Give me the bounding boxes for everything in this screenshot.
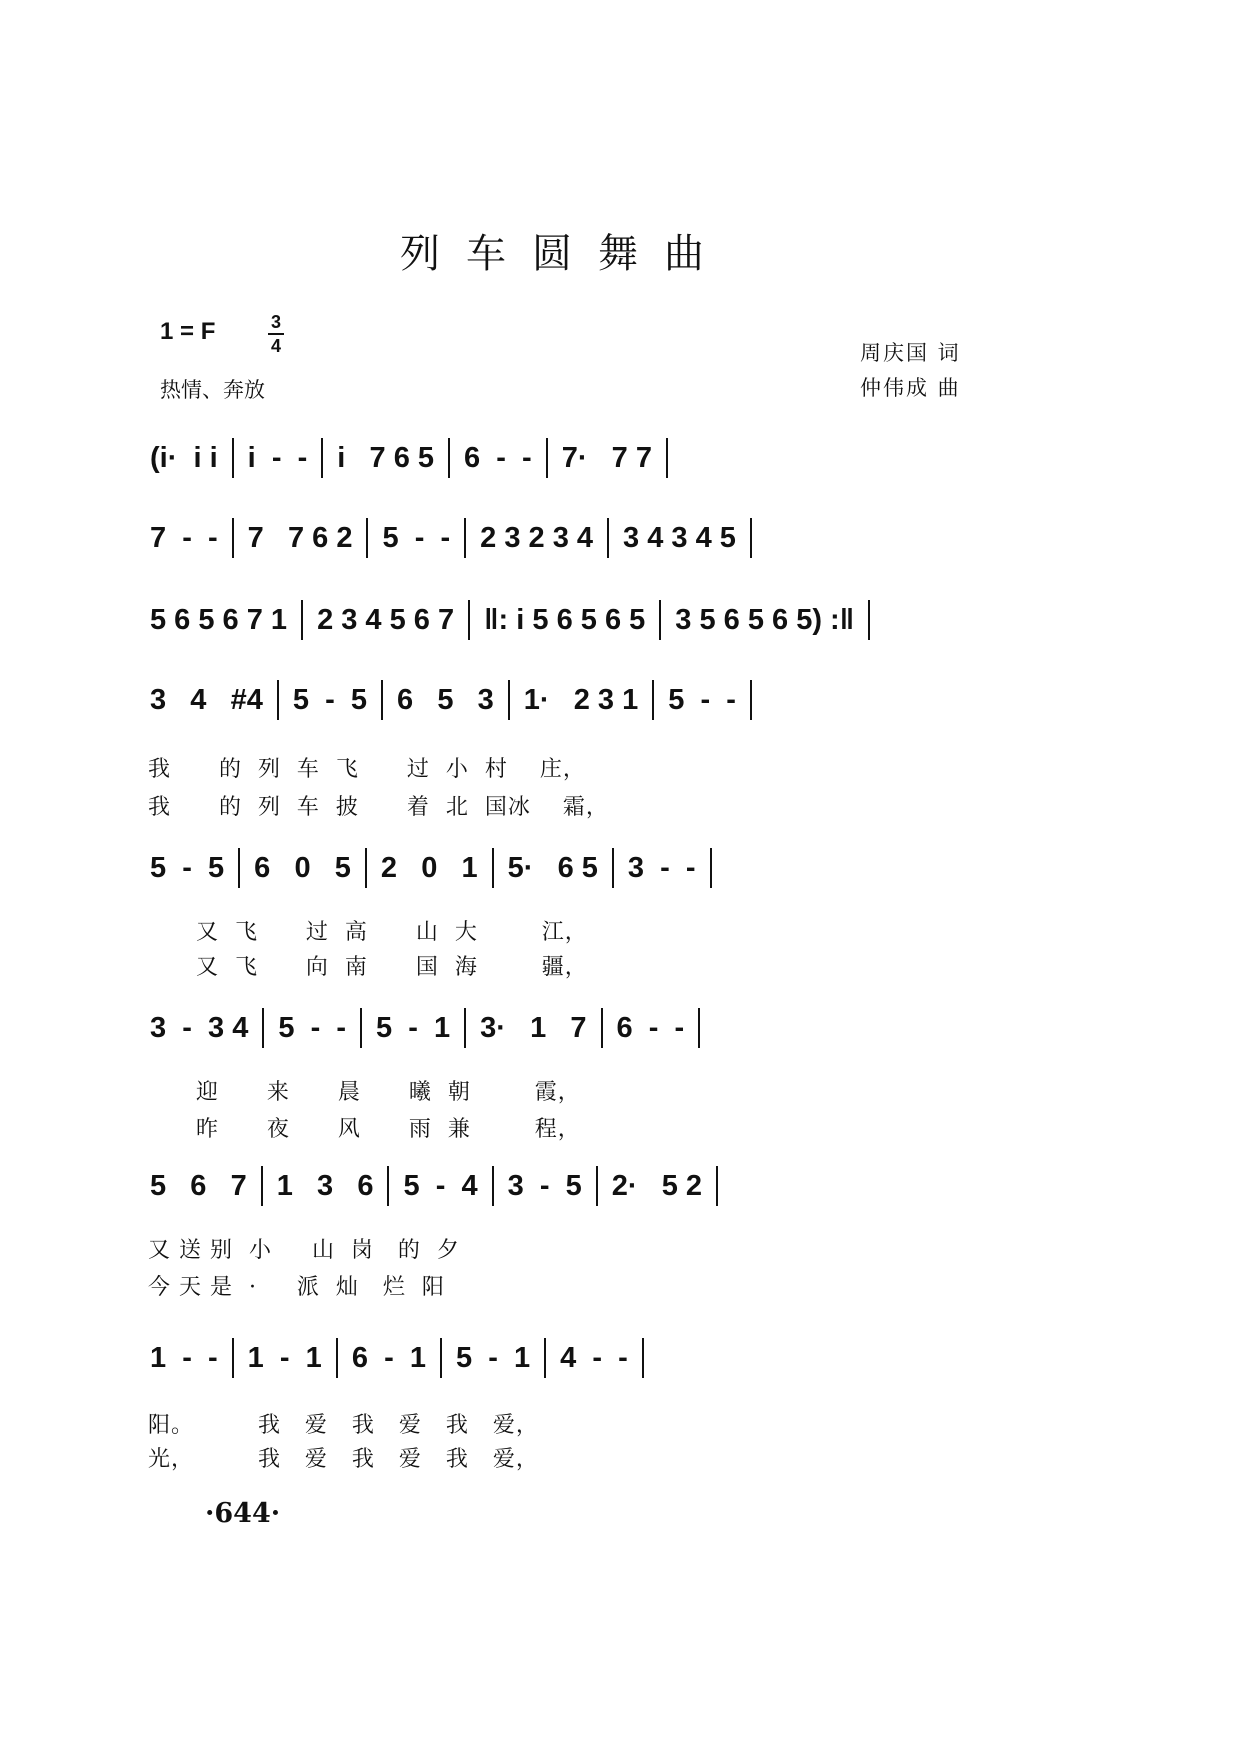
lyric-line: 昨 夜 风 雨 兼 程， xyxy=(148,1117,581,1142)
notes-line xyxy=(150,430,1001,486)
notes-line xyxy=(150,840,1001,896)
tempo-marking: 热情、奔放 xyxy=(160,378,265,402)
barline xyxy=(596,1166,598,1206)
barline xyxy=(464,1008,466,1048)
measure: 1· 2 3 1 xyxy=(523,683,639,716)
measure: 2 3 4 5 6 7 xyxy=(317,603,455,636)
barline xyxy=(360,1008,362,1048)
end-barline xyxy=(716,1166,718,1206)
notes-line xyxy=(150,510,1001,566)
barline xyxy=(387,1166,389,1206)
barline xyxy=(468,600,470,640)
composer-credit: 仲伟成 曲 xyxy=(860,376,961,400)
barline xyxy=(336,1338,338,1378)
measure: 1 3 6 xyxy=(276,1169,374,1202)
measure: 2 0 1 xyxy=(380,851,478,884)
measure: 5 - 5 xyxy=(150,851,225,884)
end-barline xyxy=(868,600,870,640)
measure: 7 7 6 2 xyxy=(247,521,353,554)
lyric-line: 又 飞 向 南 国 海 疆， xyxy=(148,955,588,980)
measure: (i· i i xyxy=(150,441,218,474)
barline xyxy=(262,1008,264,1048)
measure: 6 - - xyxy=(616,1011,685,1044)
barline xyxy=(261,1166,263,1206)
notes-line xyxy=(150,1000,1001,1056)
lyric-line: 又 送 别 小 山 岗 的 夕 xyxy=(148,1238,460,1263)
end-barline xyxy=(710,848,712,888)
notes-line xyxy=(150,1158,1001,1214)
time-bottom: 4 xyxy=(270,336,281,356)
barline xyxy=(508,680,510,720)
end-barline xyxy=(642,1338,644,1378)
measure: 6 5 3 xyxy=(397,683,494,716)
barline xyxy=(492,1166,494,1206)
measure: 3 4 3 4 5 xyxy=(623,521,736,554)
lyric-line: 阳。 我 爱 我 爱 我 爱， xyxy=(148,1413,539,1438)
measure: 6 0 5 xyxy=(254,851,351,884)
measure: 5 - 1 xyxy=(376,1011,451,1044)
lyric-line: 又 飞 过 高 山 大 江， xyxy=(148,920,588,945)
notes-line xyxy=(150,592,1001,648)
measure: 5 - - xyxy=(668,683,736,716)
barline xyxy=(321,438,323,478)
notes-line xyxy=(150,1330,1001,1386)
end-barline xyxy=(698,1008,700,1048)
barline xyxy=(232,438,234,478)
measure: 5 - - xyxy=(278,1011,346,1044)
measure: 3 - 3 4 xyxy=(150,1011,249,1044)
time-signature xyxy=(268,312,284,356)
end-barline xyxy=(666,438,668,478)
page-number: ·644· xyxy=(205,1498,281,1529)
measure: 1 - 1 xyxy=(247,1341,322,1374)
measure: 7 - - xyxy=(150,521,218,554)
measure: 5 6 5 6 7 1 xyxy=(150,603,288,636)
barline xyxy=(238,848,240,888)
measure: 5 - 1 xyxy=(455,1341,531,1374)
barline xyxy=(607,518,609,558)
measure: 5 6 7 xyxy=(150,1169,247,1202)
measure: 6 - 1 xyxy=(351,1341,426,1374)
barline xyxy=(232,518,234,558)
barline xyxy=(601,1008,603,1048)
lyric-line: 今 天 是 · 派 灿 烂 阳 xyxy=(148,1275,445,1300)
barline xyxy=(232,1338,234,1378)
barline xyxy=(612,848,614,888)
song-title: 列车圆舞曲 xyxy=(400,231,730,277)
measure: 3 - - xyxy=(627,851,696,884)
measure: 7· 7 7 xyxy=(561,441,652,474)
measure: 2 3 2 3 4 xyxy=(480,521,594,554)
barline xyxy=(440,1338,442,1378)
notes-line xyxy=(150,672,1001,728)
barline xyxy=(544,1338,546,1378)
measure: 5 - 5 xyxy=(292,683,368,716)
barline xyxy=(365,848,367,888)
measure: 5 - - xyxy=(382,521,451,554)
measure: 3 5 6 5 6 5) :‖ xyxy=(675,603,855,636)
measure: i - - xyxy=(247,441,308,474)
time-divider xyxy=(268,333,284,335)
end-barline xyxy=(750,680,752,720)
barline xyxy=(366,518,368,558)
barline xyxy=(448,438,450,478)
measure: 1 - - xyxy=(150,1341,218,1374)
key-signature: 1 = F xyxy=(160,318,216,345)
barline xyxy=(381,680,383,720)
barline xyxy=(301,600,303,640)
measure: 3 4 #4 xyxy=(150,683,263,716)
measure: 2· 5 2 xyxy=(611,1169,703,1202)
barline xyxy=(659,600,661,640)
measure: 3 - 5 xyxy=(507,1169,582,1202)
barline xyxy=(464,518,466,558)
barline xyxy=(546,438,548,478)
lyricist-credit: 周庆国 词 xyxy=(860,341,961,365)
lyric-line: 我 的 列 车 披 着 北 国冰 霜， xyxy=(148,795,609,820)
measure: 5 - 4 xyxy=(403,1169,478,1202)
measure: 5· 6 5 xyxy=(507,851,598,884)
barline xyxy=(652,680,654,720)
measure: 6 - - xyxy=(464,441,532,474)
measure: i 7 6 5 xyxy=(337,441,435,474)
barline xyxy=(277,680,279,720)
barline xyxy=(492,848,494,888)
lyric-line: 光， 我 爱 我 爱 我 爱， xyxy=(148,1447,539,1472)
measure: ‖: i 5 6 5 6 5 xyxy=(484,603,646,636)
lyric-line: 我 的 列 车 飞 过 小 村 庄， xyxy=(148,757,586,782)
time-top: 3 xyxy=(270,312,281,332)
lyric-line: 迎 来 晨 曦 朝 霞， xyxy=(148,1080,581,1105)
end-barline xyxy=(750,518,752,558)
measure: 3· 1 7 xyxy=(480,1011,587,1044)
measure: 4 - - xyxy=(560,1341,628,1374)
